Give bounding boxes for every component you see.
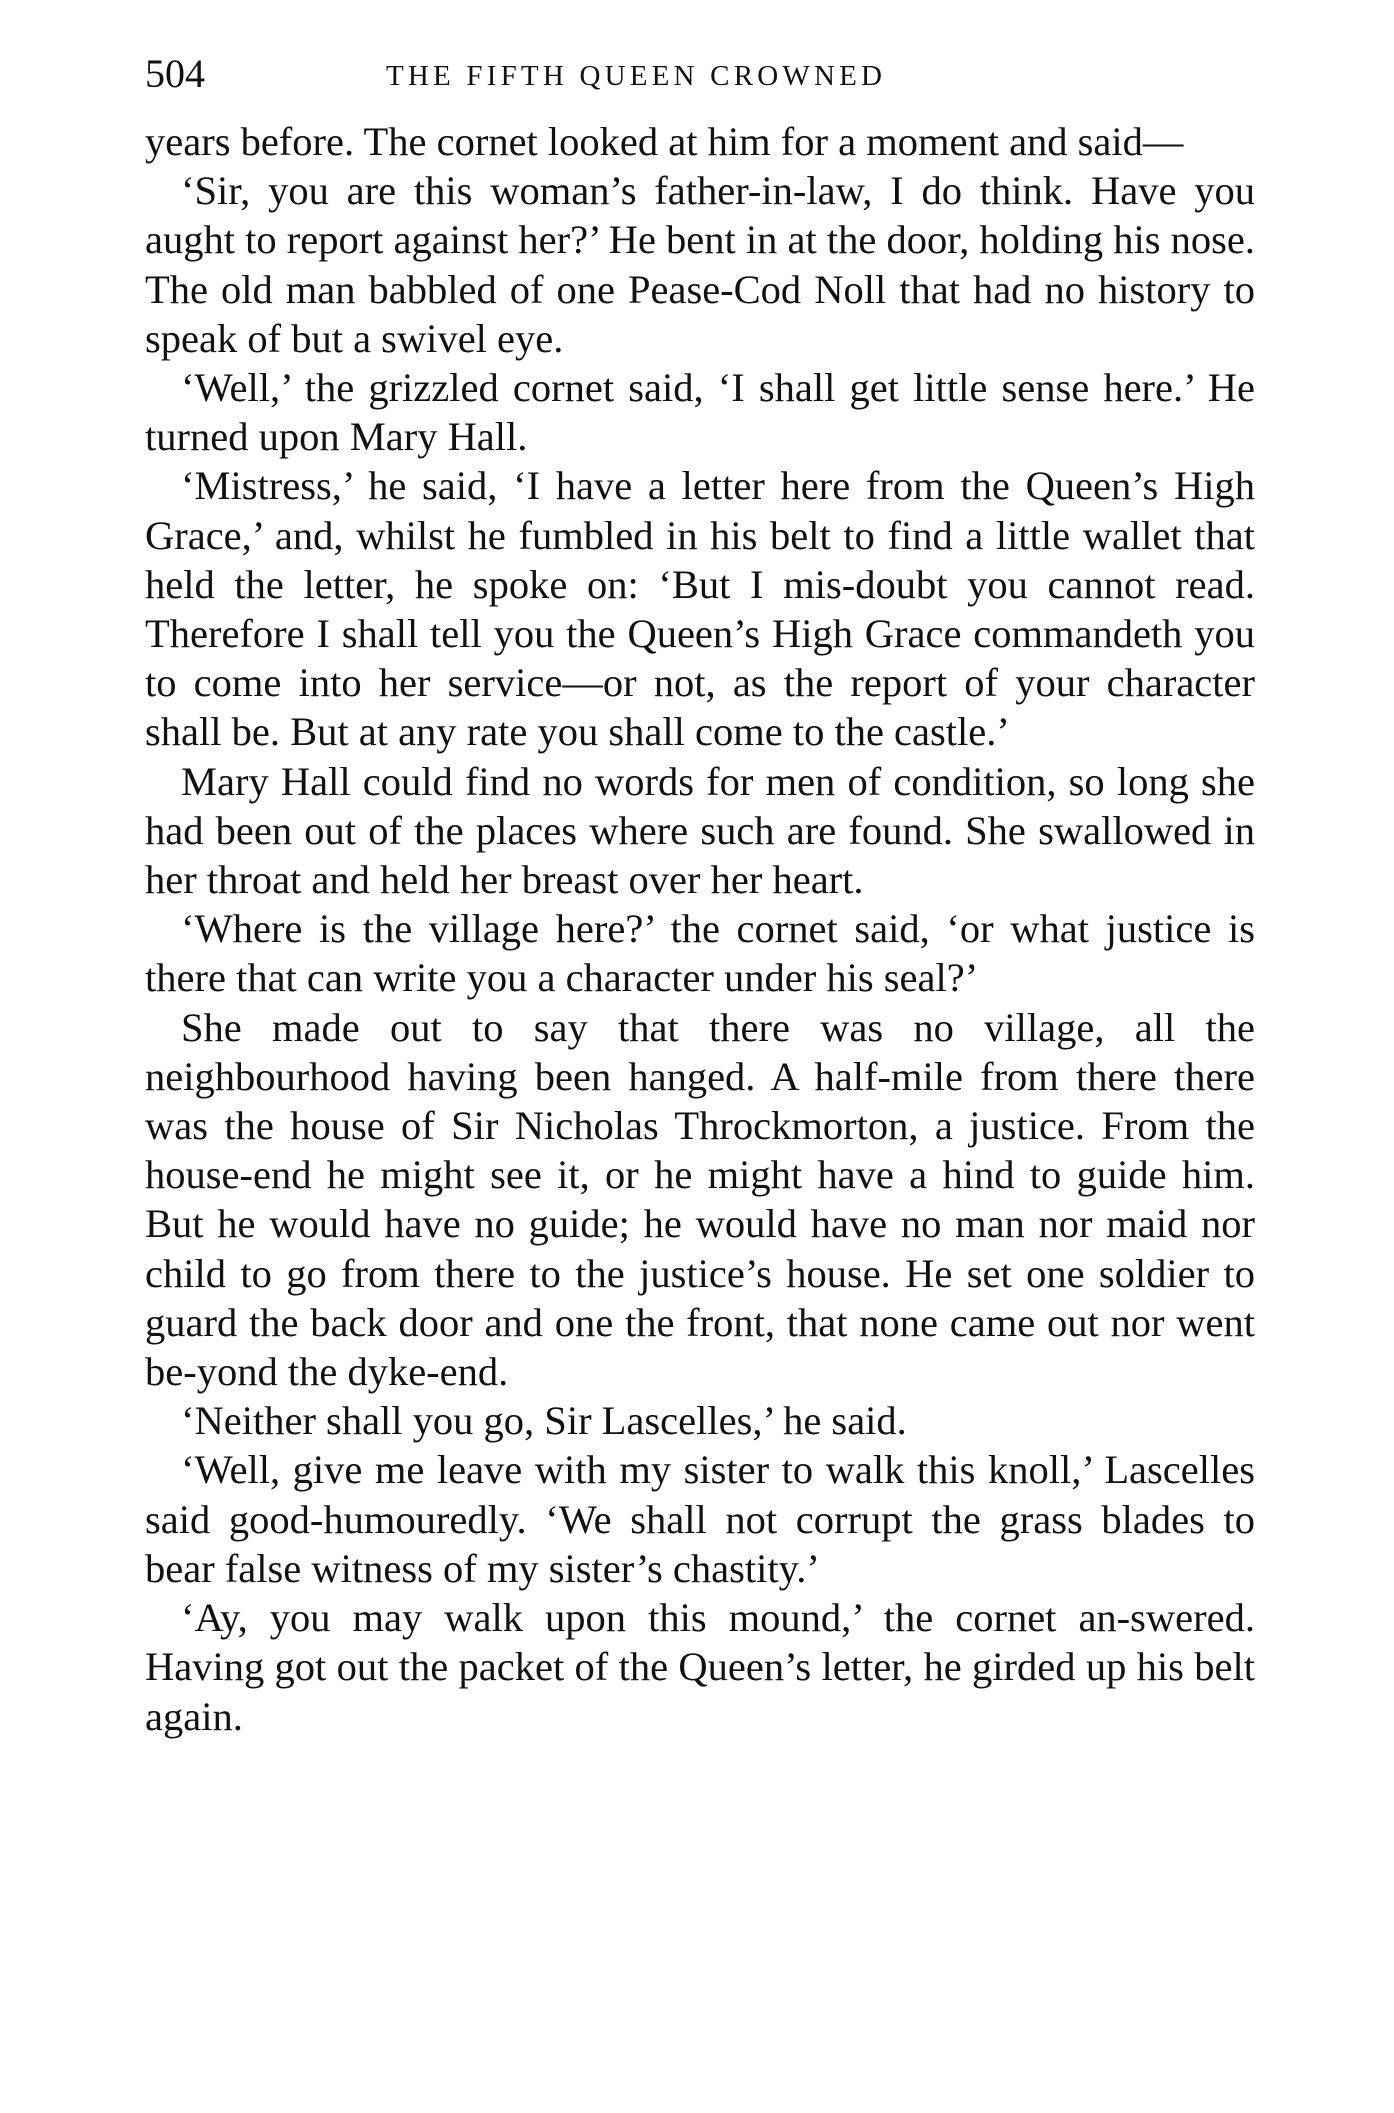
paragraph: ‘Where is the village here?’ the cornet said, ‘or what justice is there that can write you a character under his seal?’	[145, 906, 1255, 1001]
page-number: 504	[145, 51, 205, 96]
paragraph: She made out to say that there was no village, all the neighbourhood having been hanged. A half-mile from there there was the house of Sir Nicholas Throckmorton, a justice. From the house-end he might see it, or he might have a hind to guide him. But he would have no guide; he would have no man nor maid nor child to go from there to the justice’s house. He set one soldier to guard the back door and one the front, that none came out nor went be-yond the dyke-end.	[145, 1004, 1255, 1395]
paragraph: ‘Ay, you may walk upon this mound,’ the cornet an-swered. Having got out the packet of the Queen’s letter, he girded up his belt again.	[145, 1595, 1255, 1739]
page-header	[145, 44, 1255, 104]
paragraph: ‘Well, give me leave with my sister to walk this knoll,’ Lascelles said good-humouredly. ‘We shall not corrupt the grass blades to bear false witness of my sister’s chastity.’	[145, 1447, 1255, 1591]
paragraph: Mary Hall could find no words for men of condition, so long she had been out of the places where such are found. She swallowed in her throat and held her breast over her heart.	[145, 758, 1255, 903]
body-text	[145, 117, 1255, 1741]
paragraph: ‘Neither shall you go, Sir Lascelles,’ he said.	[181, 1398, 907, 1444]
paragraph: years before. The cornet looked at him for a moment and said—	[145, 119, 1184, 164]
running-head: THE FIFTH QUEEN CROWNED	[386, 60, 887, 92]
paragraph: ‘Mistress,’ he said, ‘I have a letter here from the Queen’s High Grace,’ and, whilst he fumbled in his belt to find a little wallet that held the letter, he spoke on: ‘But I mis-doubt you cannot read. Therefore I shall tell you the Queen’s High Grace commandeth you to come into her service—or not, as the report of your character shall be. But at any rate you shall come to the castle.’	[145, 463, 1255, 755]
paragraph: ‘Well,’ the grizzled cornet said, ‘I shall get little sense here.’ He turned upon Mary Hall.	[145, 365, 1255, 460]
paragraph: ‘Sir, you are this woman’s father-in-law, I do think. Have you aught to report against her?’ He bent in at the door, holding his nose. The old man babbled of one Pease-Cod Noll that had no history to speak of but a swivel eye.	[145, 168, 1255, 361]
